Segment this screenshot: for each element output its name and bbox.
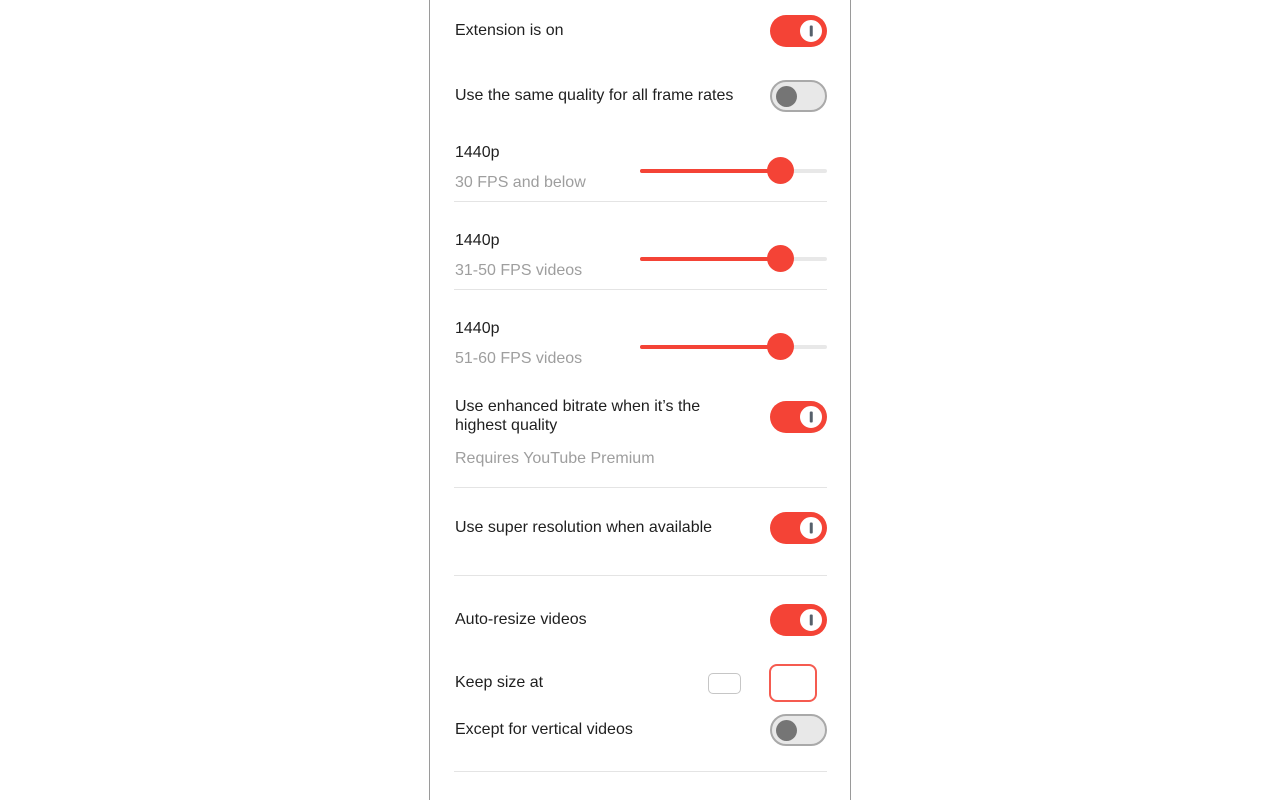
extension-on-toggle[interactable] [770, 15, 827, 47]
slider-fill [640, 169, 780, 173]
toggle-on-indicator-icon [810, 26, 813, 37]
keep-size-checkbox[interactable] [708, 673, 741, 694]
same-quality-toggle[interactable] [770, 80, 827, 112]
settings-panel [429, 0, 851, 800]
setting-row-same-quality [455, 76, 827, 116]
divider [454, 771, 827, 772]
keep-size-controls [708, 664, 827, 702]
same-quality-label: Use the same quality for all frame rates [455, 86, 734, 104]
setting-row-auto-resize [455, 604, 827, 636]
super-resolution-label: Use super resolution when available [455, 518, 713, 536]
keep-size-input[interactable] [769, 664, 817, 702]
premium-required-note: Requires YouTube Premium [455, 449, 655, 467]
slider-thumb[interactable] [767, 333, 794, 360]
keep-size-label: Keep size at [455, 673, 544, 691]
except-vertical-label: Except for vertical videos [455, 720, 633, 738]
super-resolution-toggle[interactable] [770, 512, 827, 544]
quality-slider-51-60fps[interactable] [640, 333, 827, 360]
setting-row-keep-size [455, 664, 827, 702]
toggle-on-indicator-icon [810, 615, 813, 626]
quality-value-label: 1440p [455, 144, 500, 161]
fps-range-label: 51-60 FPS videos [455, 350, 583, 367]
toggle-knob [776, 86, 797, 107]
setting-row-enhanced-bitrate [455, 398, 827, 469]
toggle-knob [776, 720, 797, 741]
setting-row-super-resolution [455, 508, 827, 548]
quality-row-31-50fps [455, 232, 827, 290]
slider-fill [640, 257, 780, 261]
extension-on-label: Extension is on [455, 21, 564, 39]
quality-row-30fps [455, 144, 827, 202]
slider-thumb[interactable] [767, 245, 794, 272]
enhanced-bitrate-label: Use enhanced bitrate when it’s the highest quality [455, 398, 701, 434]
toggle-knob [798, 607, 824, 633]
toggle-knob [798, 18, 824, 44]
auto-resize-label: Auto-resize videos [455, 610, 587, 628]
toggle-on-indicator-icon [810, 411, 813, 422]
toggle-on-indicator-icon [810, 523, 813, 534]
divider [454, 487, 827, 488]
fps-range-label: 31-50 FPS videos [455, 262, 583, 279]
quality-value-label: 1440p [455, 320, 500, 337]
toggle-knob [798, 515, 824, 541]
divider [454, 575, 827, 576]
quality-row-51-60fps [455, 320, 827, 378]
toggle-knob [798, 404, 824, 430]
quality-slider-31-50fps[interactable] [640, 245, 827, 272]
quality-slider-30fps[interactable] [640, 157, 827, 184]
slider-fill [640, 345, 780, 349]
enhanced-bitrate-toggle[interactable] [770, 401, 827, 433]
divider [454, 201, 827, 202]
except-vertical-toggle[interactable] [770, 714, 827, 746]
setting-row-except-vertical [455, 714, 827, 746]
slider-thumb[interactable] [767, 157, 794, 184]
quality-value-label: 1440p [455, 232, 500, 249]
setting-row-extension [455, 15, 827, 47]
auto-resize-toggle[interactable] [770, 604, 827, 636]
fps-range-label: 30 FPS and below [455, 174, 586, 191]
divider [454, 289, 827, 290]
